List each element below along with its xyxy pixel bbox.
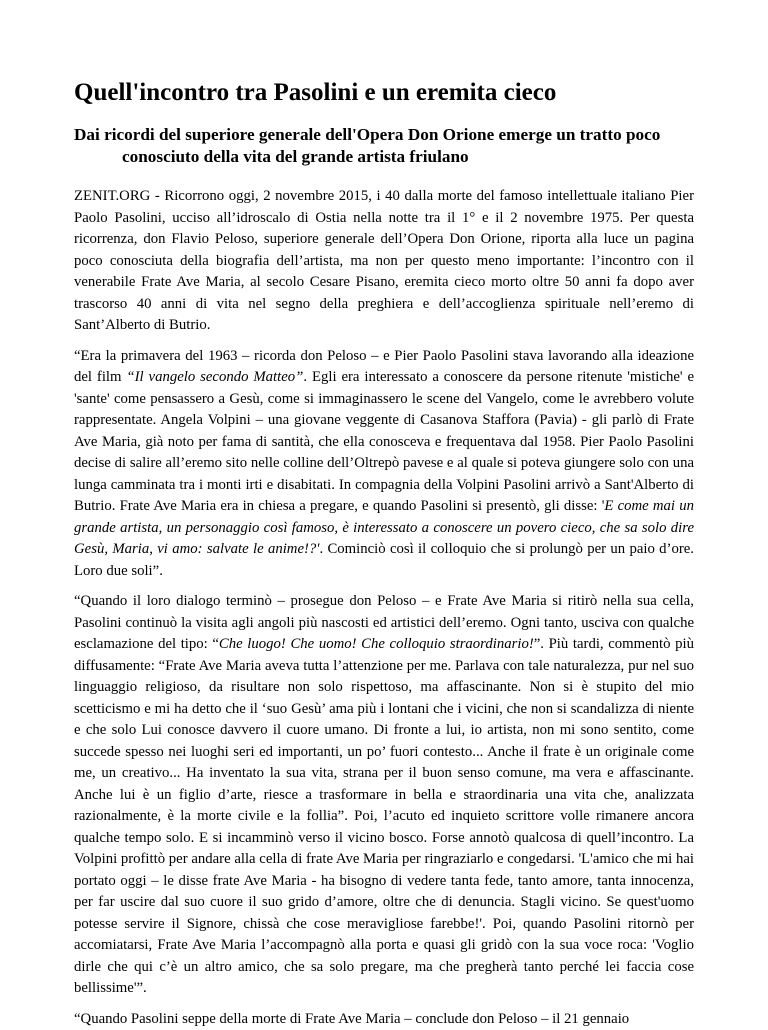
paragraph-2-text-a: “Era la primavera del 1963 – ricorda don Peloso – e Pier Paolo Pasolini stava lavorando alla ideazione del film bbox=[74, 348, 694, 386]
paragraph-1: ZENIT.ORG - Ricorrono oggi, 2 novembre 2015, i 40 dalla morte del famoso intellettuale italiano Pier Paolo Pasolini, ucciso all’idroscalo di Ostia nella notte tra il 1° e il 2 novembre 1975. Per questa ricorrenza, don Flavio Peloso, superiore generale dell’Opera Don Orione, riporta alla luce un pagina poco conosciuta della biografia dell’artista, ma non per questo meno importante: l’incontro con il venerabile Frate Ave Maria, al secolo Cesare Pisano, eremita cieco morto oltre 50 anni fa dopo aver trascorso 40 anni di vita nel segno della preghiera e dell’accoglienza spirituale nell’eremo di Sant’Alberto di Butrio. bbox=[74, 186, 694, 337]
paragraph-3 bbox=[74, 591, 694, 1000]
paragraph-3-text-a: “Quando il loro dialogo terminò – prosegue don Peloso – e Frate Ave Maria si ritirò nella sua cella, Pasolini continuò la visita agli angoli più nascosti ed artistici dell’eremo. Ogni tanto, usciva con qualche esclamazione del tipo: “ bbox=[74, 593, 694, 652]
paragraph-3-text-b: ”. Più tardi, commentò più diffusamente: “Frate Ave Maria aveva tutta l’attenzione per me. Parlava con tale naturalezza, pur nel suo linguaggio religioso, da risultare non solo rispettoso, ma affascinante. Non si è stupito del mio scetticismo e mi ha detto che il ‘suo Gesù’ ama più i lontani che i vicini, che non si scandalizza di niente e che solo Lui conosce davvero il cuore umano. Di fronte a lui, io artista, non mi sono sentito, come succede spesso nei luoghi seri ed importanti, un po’ fuori contesto... Anche il frate è un originale come me, un creativo... Ha inventato la sua vita, strana per il buon senso comune, ma vera e affascinante. Anche lui è un figlio d’arte, riesce a trasformare in bella e straordinaria una vita che, analizzata razionalmente, è la morte civile e la follia”. Poi, l’acuto ed inquieto scrittore volle rimanere ancora qualche tempo solo. E si incamminò verso il vicino bosco. Forse annotò qualcosa di quell’incontro. La Volpini profittò per andare alla cella di frate Ave Maria per ringraziarlo e congedarsi. 'L'amico che mi hai portato oggi – le disse frate Ave Maria - ha bisogno di vedere tanta fede, tanto amore, tanta innocenza, per far uscire dal suo cuore il suo grido d’amore, oltre che di denuncia. Stagli vicino. Se quest'uomo potesse servire il Signore, chissà che cose meravigliose farebbe!'. Poi, quando Pasolini ritornò per accomiatarsi, Frate Ave Maria l’accompagnò alla porta e quasi gli gridò con la sua voce roca: 'Voglio dirle che qui c’è un altro amico, che sa solo pregare, ma che pregherà tanto perché lei faccia cose bellissime'”. bbox=[74, 636, 694, 996]
article-title: Quell'incontro tra Pasolini e un eremita cieco bbox=[74, 78, 694, 108]
frate-quote: E come mai un grande artista, un personaggio così famoso, è interessato a conoscere un povero cieco, che sa solo dire Gesù, Maria, vi amo: salvate le anime!?' bbox=[74, 498, 694, 557]
film-title: “Il vangelo secondo Matteo” bbox=[126, 369, 303, 385]
paragraph-2-text-c: . Cominciò così il colloquio che si prolungò per un paio d’ore. Loro due soli”. bbox=[74, 541, 694, 579]
pasolini-exclamation: Che luogo! Che uomo! Che colloquio straordinario! bbox=[219, 636, 534, 652]
paragraph-2 bbox=[74, 346, 694, 583]
article-subtitle: Dai ricordi del superiore generale dell'Opera Don Orione emerge un tratto poco conosciuto della vita del grande artista friulano bbox=[74, 124, 694, 168]
paragraph-2-text-b: . Egli era interessato a conoscere da persone ritenute 'mistiche' e 'sante' come pensassero a Gesù, come si immaginassero le scene del Vangelo, come le avrebbero volute rappresentate. Angela Volpini – una giovane veggente di Casanova Staffora (Pavia) - gli parlò di Frate Ave Maria, già noto per fama di santità, che ella conosceva e frequentava dal 1958. Pier Paolo Pasolini decise di salire all’eremo sito nelle colline dell’Oltrepò pavese e al quale si poteva giungere solo con una lunga camminata tra i monti irti e disabitati. In compagnia della Volpini Pasolini arrivò a Sant'Alberto di Butrio. Frate Ave Maria era in chiesa a pregare, e quando Pasolini si presentò, gli disse: ' bbox=[74, 369, 694, 514]
paragraph-4: “Quando Pasolini seppe della morte di Frate Ave Maria – conclude don Peloso – il 21 gennaio bbox=[74, 1009, 694, 1030]
